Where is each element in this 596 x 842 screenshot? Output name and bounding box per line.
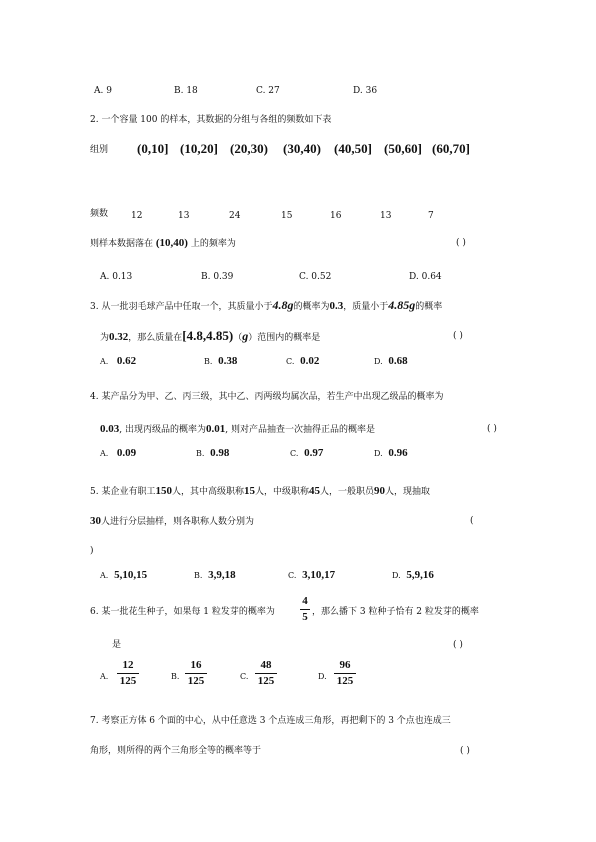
q2-option-a: A. 0.13 (100, 272, 133, 282)
q6-option-d-fraction: 96 125 (334, 659, 356, 688)
q4-line-2: 0.03, 出现丙级品的概率为0.01, 则对产品抽查一次抽得正品的概率是 (100, 423, 375, 435)
q5-line-2: 30人进行分层抽样，则各职称人数分别为 (90, 515, 255, 527)
q3-option-a: A. 0.62 (100, 355, 137, 367)
q2-freq-6: 13 (380, 211, 392, 221)
q2-answer-paren: ( ) (456, 238, 466, 248)
q4-answer-paren: ( ) (487, 424, 497, 434)
q6-option-b-fraction: 16 125 (185, 659, 207, 688)
q5-answer-paren-open: ( (470, 516, 474, 526)
q6-line-1-part-2: ，那么播下 3 粒种子恰有 2 粒发芽的概率 (312, 607, 479, 617)
q2-option-b: B. 0.39 (201, 272, 234, 282)
q2-question: 则样本数据落在 (10,40) 上的频率为 (90, 237, 236, 249)
q5-option-c: C. 3,10,17 (288, 569, 336, 581)
q1-option-a: A. 9 (94, 86, 112, 96)
q2-freq-4: 15 (281, 211, 293, 221)
q2-group-label: 组别 (90, 145, 109, 155)
q7-line-2: 角形，则所得的两个三角形全等的概率等于 (90, 746, 262, 756)
q6-fraction: 4 5 (300, 595, 310, 624)
q5-option-d: D. 5,9,16 (392, 569, 434, 581)
q4-line-1: 4. 某产品分为甲、乙、丙三级，其中乙、丙两级均属次品，若生产中出现乙级品的概率为 (90, 392, 444, 402)
q2-freq-7: 7 (428, 211, 434, 221)
q1-option-b: B. 18 (174, 86, 198, 96)
q2-group-3: (20,30) (230, 141, 268, 156)
q2-group-1: (0,10] (137, 141, 169, 156)
q3-answer-paren: ( ) (453, 331, 463, 341)
q4-option-c: C. 0.97 (290, 447, 324, 459)
q2-option-c: C. 0.52 (299, 272, 332, 282)
q1-option-c: C. 27 (256, 86, 280, 96)
q3-option-c: C. 0.02 (286, 355, 320, 367)
q2-freq-2: 13 (178, 211, 190, 221)
q6-line-2: 是 (112, 640, 122, 650)
q4-option-a: A. 0.09 (100, 447, 137, 459)
q6-option-d-letter: D. (318, 672, 327, 681)
q7-line-1: 7. 考察正方体 6 个面的中心，从中任意选 3 个点连成三角形，再把剩下的 3 个点也连成三 (90, 716, 451, 726)
q2-group-7: (60,70] (432, 141, 470, 156)
q5-option-a: A. 5,10,15 (100, 569, 148, 581)
q6-option-c-letter: C. (240, 672, 249, 681)
q5-option-b: B. 3,9,18 (194, 569, 236, 581)
q4-option-b: B. 0.98 (196, 447, 230, 459)
q3-line-1: 3. 从一批羽毛球产品中任取一个，其质量小于4.8g的概率为0.3，质量小于4.85g的概率 (90, 298, 443, 312)
q1-option-d: D. 36 (353, 86, 378, 96)
q2-group-5: (40,50] (334, 141, 372, 156)
q3-option-d: D. 0.68 (374, 355, 408, 367)
q2-freq-3: 24 (229, 211, 241, 221)
q6-answer-paren: ( ) (453, 640, 463, 650)
q2-freq-5: 16 (330, 211, 342, 221)
q7-answer-paren: ( ) (460, 746, 470, 756)
q6-option-a-fraction: 12 125 (117, 659, 139, 688)
q2-freq-label: 频数 (90, 209, 109, 219)
q6-option-c-fraction: 48 125 (255, 659, 277, 688)
q2-stem: 2. 一个容量 100 的样本，其数据的分组与各组的频数如下表 (90, 115, 332, 125)
q6-option-b-letter: B. (171, 672, 180, 681)
q6-line-1-part-1: 6. 某一批花生种子，如果每 1 粒发芽的概率为 (90, 607, 275, 617)
q4-option-d: D. 0.96 (374, 447, 408, 459)
q5-line-1: 5. 某企业有职工150人，其中高级职称15人，中级职称45人，一般职员90人，现抽取 (90, 485, 431, 497)
q2-option-d: D. 0.64 (409, 272, 442, 282)
q2-group-4: (30,40) (283, 141, 321, 156)
q3-option-b: B. 0.38 (204, 355, 238, 367)
q3-line-2: 为0.32，那么质量在[4.8,4.85)（g）范围内的概率是 (100, 328, 321, 343)
q6-option-a-letter: A. (100, 672, 109, 681)
q2-group-2: (10,20] (180, 141, 218, 156)
q5-answer-paren-close: ) (90, 546, 94, 556)
q2-group-6: (50,60] (384, 141, 422, 156)
q2-freq-1: 12 (131, 211, 143, 221)
